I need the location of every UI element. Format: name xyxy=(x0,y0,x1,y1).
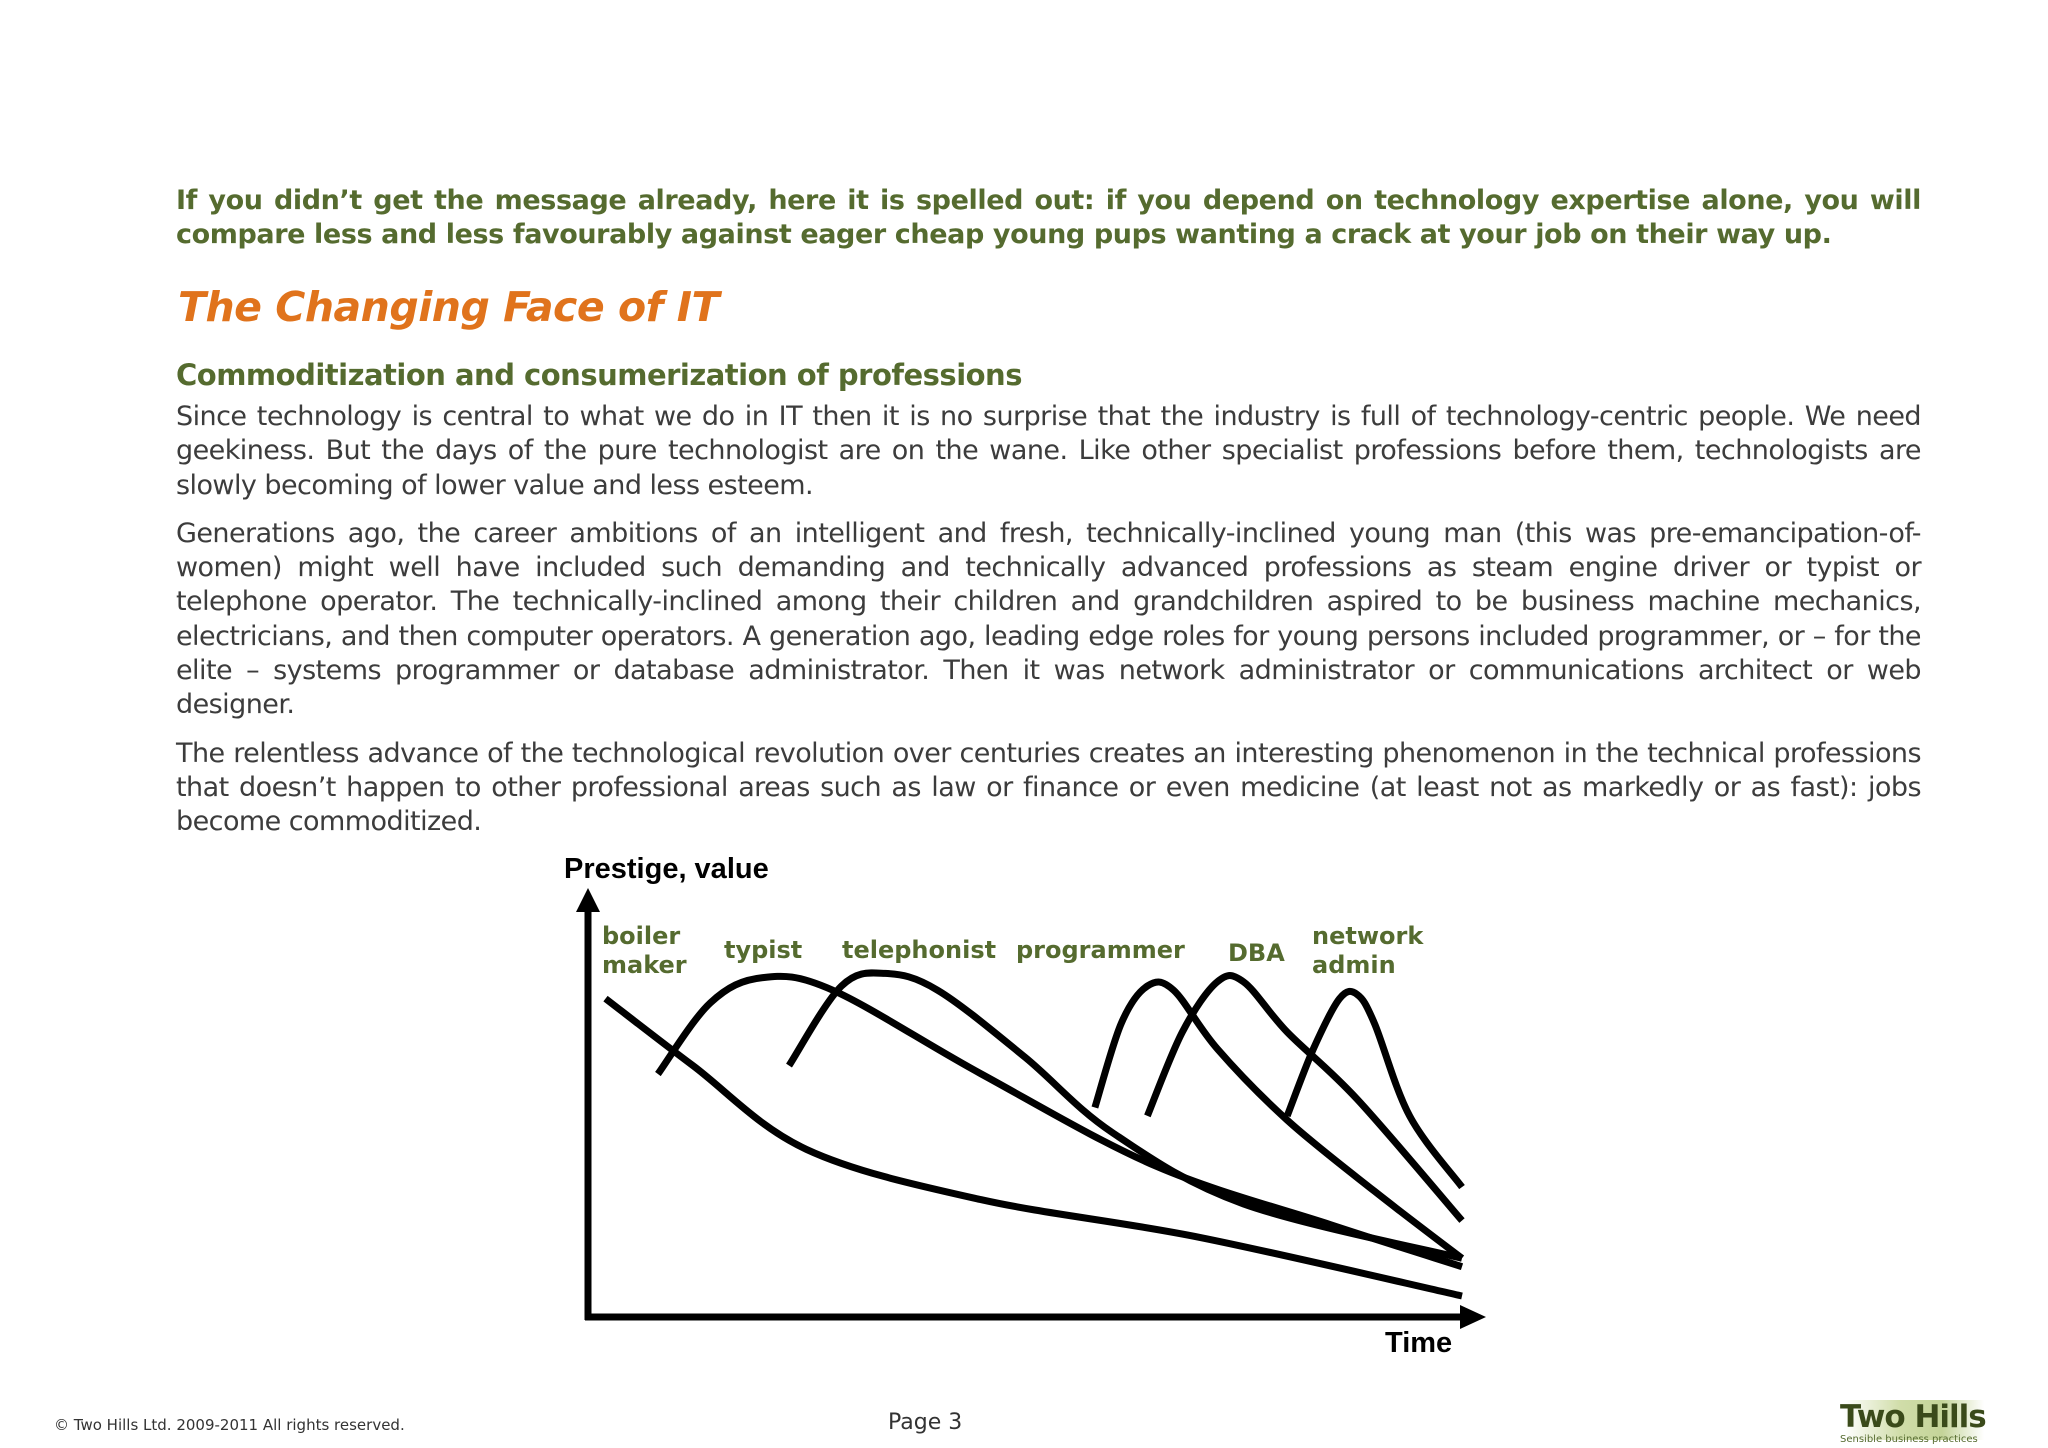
series-label-network-admin-line-1: network xyxy=(1312,922,1424,950)
series-line-telephonist xyxy=(789,973,1462,1258)
footer-copyright: © Two Hills Ltd. 2009-2011 All rights reserved. xyxy=(54,1416,405,1434)
y-axis-label: Prestige, value xyxy=(564,853,769,885)
series-label-telephonist-line-1: telephonist xyxy=(842,936,997,964)
two-hills-logo xyxy=(1836,1400,1986,1446)
series-line-network-admin xyxy=(1287,991,1462,1187)
series-label-boiler-maker-line-2: maker xyxy=(602,951,687,979)
body-paragraph-3: The relentless advance of the technological revolution over centuries creates an interesting phenomenon in the technical professions that doesn’t happen to other professional areas such as law or finance or even medicine (at least not as markedly or as fast): jobs become commoditized. xyxy=(176,737,1921,838)
series-line-typist xyxy=(658,976,1462,1266)
body-paragraph-2: Generations ago, the career ambitions of an intelligent and fresh, technically-inclined young man (this was pre-emancipation-of-women) might well have included such demanding and technically advanced professions as steam engine driver or typist or telephone operator. The technically-inclined among their children and grandchildren aspired to be business machine mechanics, electricians, and then computer operators. A generation ago, leading edge roles for young persons included programmer, or – for the elite – systems programmer or database administrator. Then it was network administrator or communications architect or web designer. xyxy=(176,517,1921,721)
main-content xyxy=(176,184,1921,840)
series-label-boiler-maker-line-1: boiler xyxy=(602,922,681,950)
section-title: The Changing Face of IT xyxy=(178,283,719,331)
x-axis-label: Time xyxy=(1385,1327,1453,1359)
series-label-programmer-line-1: programmer xyxy=(1016,936,1185,964)
series-label-dba-line-1: DBA xyxy=(1228,939,1285,967)
x-axis-arrow-icon xyxy=(1460,1305,1486,1329)
series-line-programmer xyxy=(1095,982,1462,1258)
subheading: Commoditization and consumerization of professions xyxy=(176,358,1022,392)
series-label-layer xyxy=(602,922,1424,979)
body-paragraph-1: Since technology is central to what we do in IT then it is no surprise that the industry is full of technology-centric people. We need geekiness. But the days of the pure technologist are on the wane. Like other specialist professions before them, technologists are slowly becoming of lower value and less esteem. xyxy=(176,401,1921,501)
logo-name: Two Hills xyxy=(1840,1399,1986,1435)
logo-tagline: Sensible business practices xyxy=(1840,1434,1978,1445)
y-axis-arrow-icon xyxy=(576,888,600,912)
series-layer xyxy=(606,973,1463,1296)
series-label-typist-line-1: typist xyxy=(724,936,803,964)
series-line-dba xyxy=(1147,976,1462,1221)
footer-page-number: Page 3 xyxy=(888,1410,963,1435)
intro-paragraph: If you didn’t get the message already, here it is spelled out: if you depend on technology expertise alone, you will compare less and less favourably against eager cheap young pups wanting a crack at your job on their way up. xyxy=(176,185,1921,250)
series-line-boiler-maker xyxy=(606,999,1463,1296)
series-label-network-admin-line-2: admin xyxy=(1312,951,1396,979)
